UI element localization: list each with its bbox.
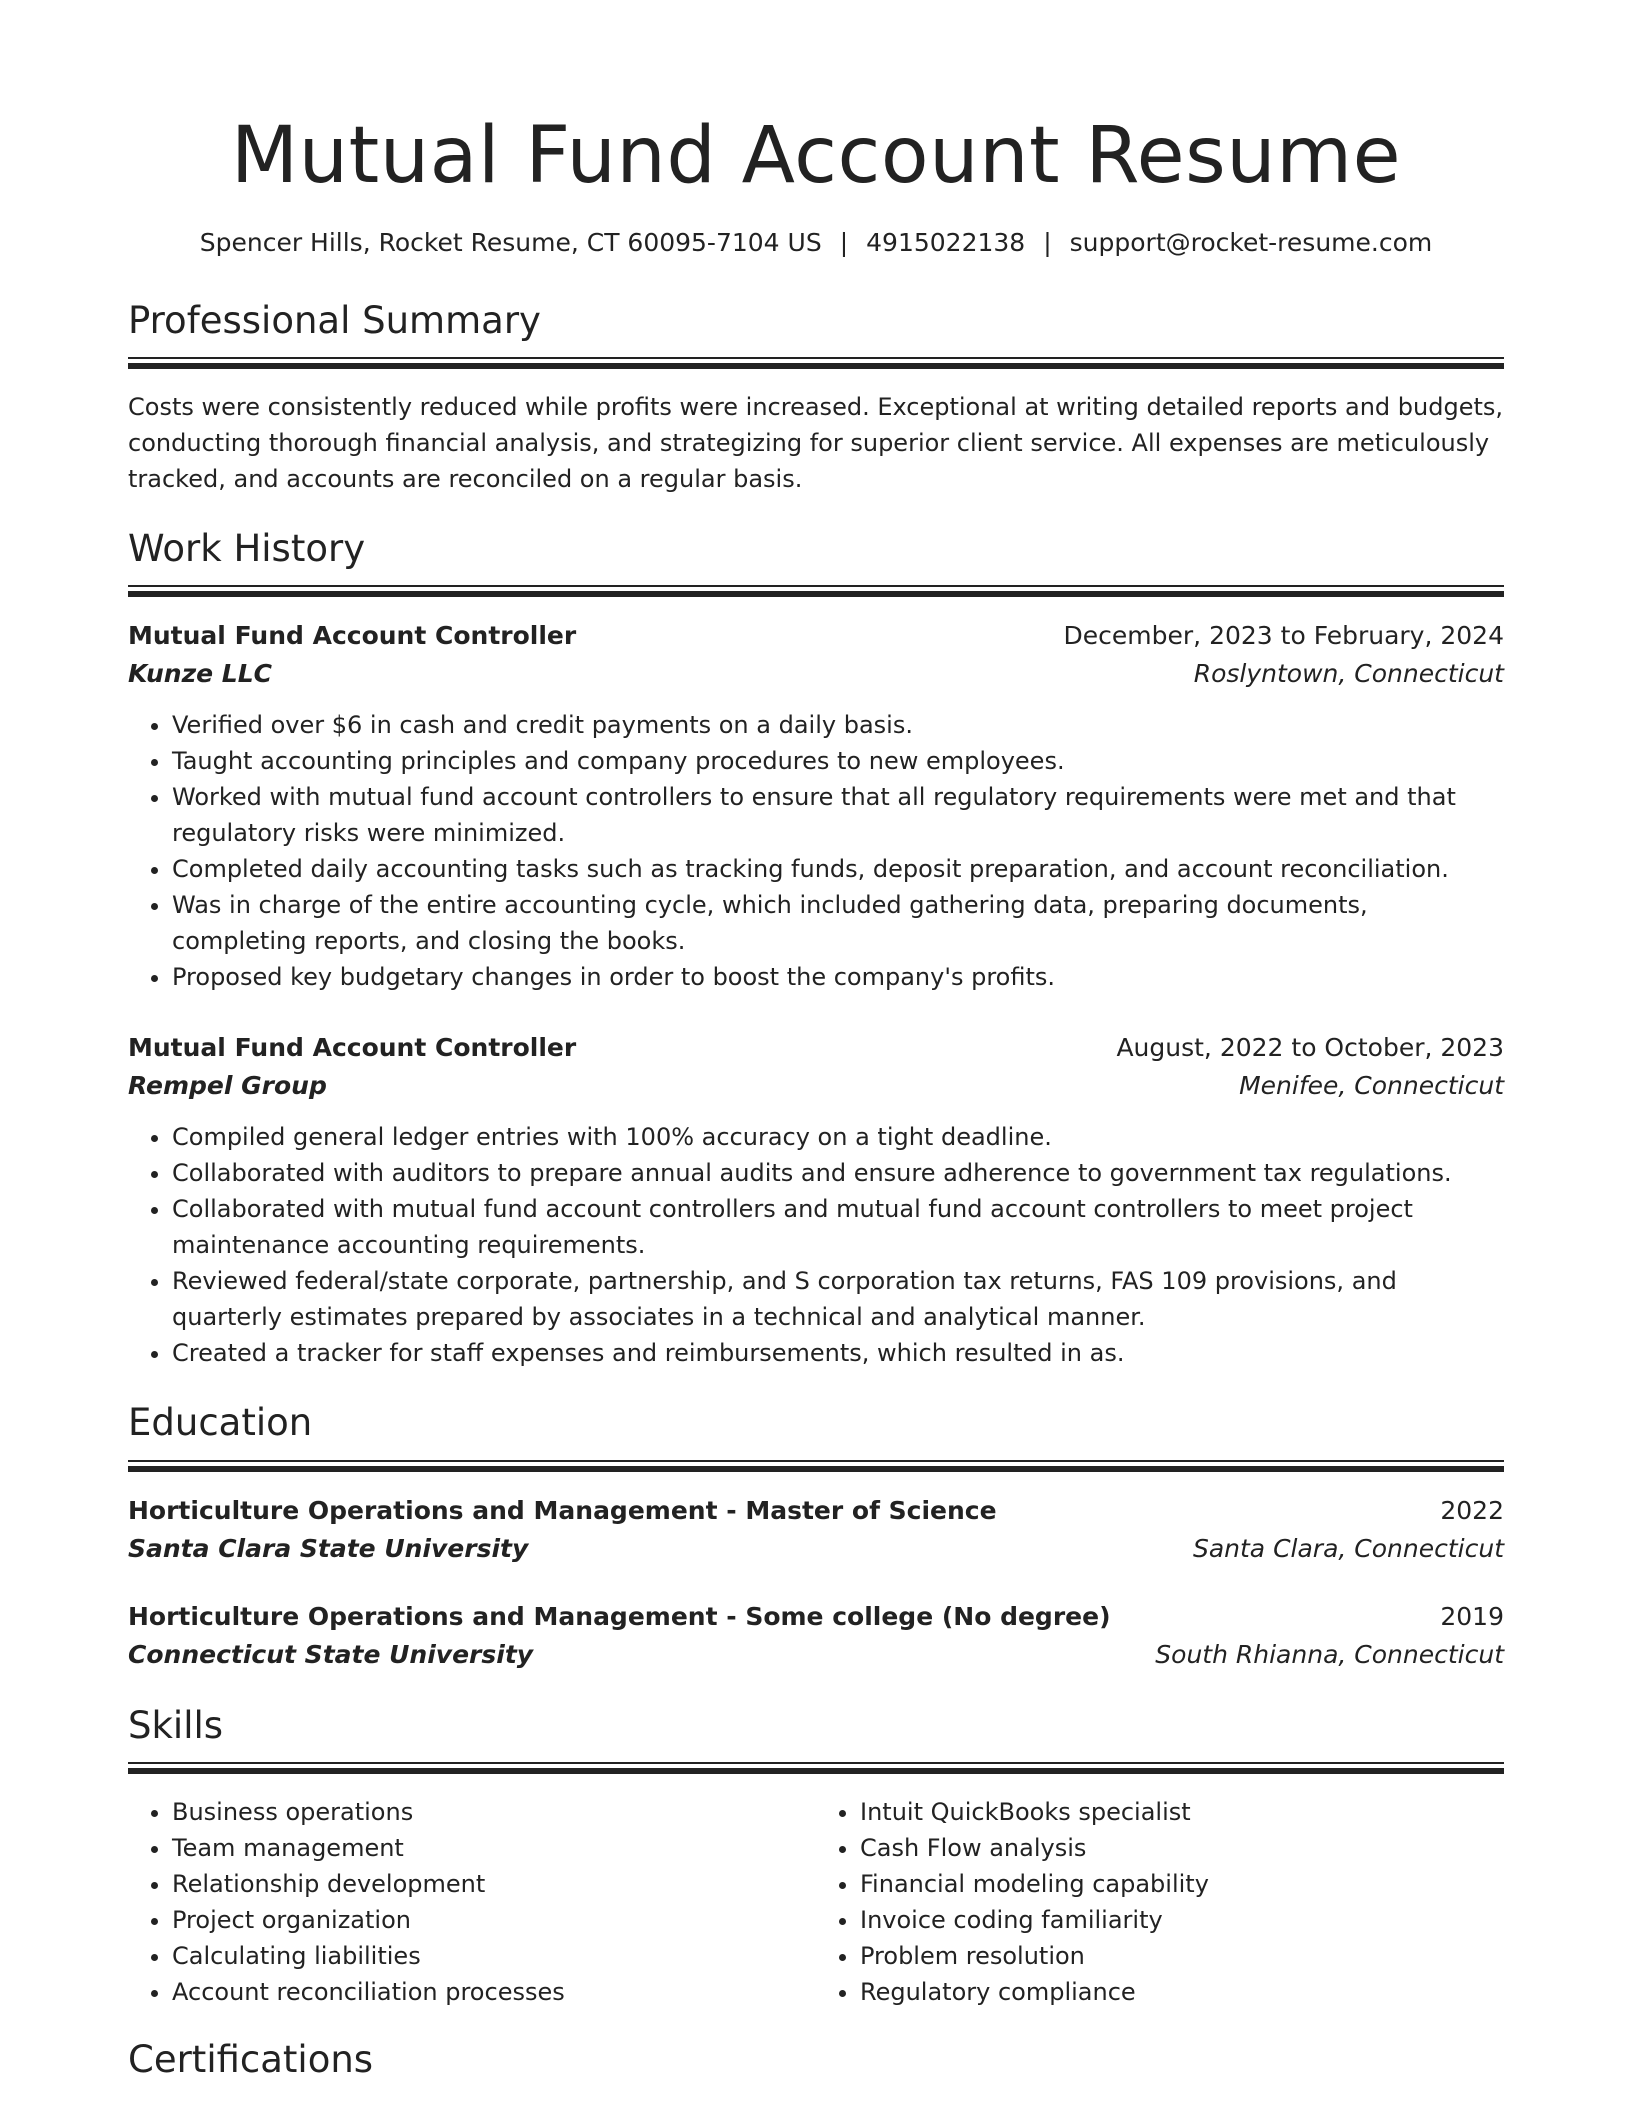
degree-title: Horticulture Operations and Management - Some college (No degree) [128, 1601, 1111, 1631]
job-company: Kunze LLC [128, 659, 273, 689]
summary-text: Costs were consistently reduced while profits were increased. Exceptional at writing detailed reports and budgets, conducting thorough financial analysis, and strategizing for superior client service. All expenses are meticulously tracked, and accounts are reconciled on a regular basis. [128, 392, 1504, 493]
job-bullet: • Proposed key budgetary changes in order to boost the company's profits. [172, 959, 1504, 995]
job-bullet: • Created a tracker for staff expenses and reimbursements, which resulted in as. [172, 1335, 1504, 1371]
job-location: Roslyntown, Connecticut [1193, 659, 1504, 689]
degree-year: 2019 [1440, 1601, 1504, 1631]
certifications-section [128, 2038, 1504, 2082]
job-bullet: • Reviewed federal/state corporate, partnership, and S corporation tax returns, FAS 109 provisions, and quarterly estimates prepared by associates in a technical and analytical manner. [172, 1263, 1504, 1335]
skills-heading: Skills [128, 1703, 224, 1747]
job-entry [128, 617, 1504, 995]
school-name: Connecticut State University [128, 1639, 534, 1669]
section-divider [128, 357, 1504, 369]
school-location: South Rhianna, Connecticut [1155, 1639, 1504, 1669]
job-bullets [128, 1119, 1504, 1371]
skill-item: • Financial modeling capability [860, 1866, 1504, 1902]
school-name: Santa Clara State University [128, 1533, 529, 1563]
education-entry [128, 1492, 1504, 1568]
resume-title: Mutual Fund Account Resume [230, 111, 1402, 201]
job-bullets [128, 707, 1504, 995]
job-bullet: • Taught accounting principles and company procedures to new employees. [172, 743, 1504, 779]
contact-line [128, 228, 1504, 257]
summary-section [128, 299, 1504, 497]
education-heading: Education [128, 1401, 313, 1445]
skills-columns [128, 1794, 1504, 2010]
skill-item: • Relationship development [172, 1866, 816, 1902]
education-entry [128, 1598, 1504, 1674]
contact-email[interactable]: support@rocket-resume.com [1069, 227, 1433, 257]
section-divider [128, 1762, 1504, 1774]
skill-item: • Project organization [172, 1902, 816, 1938]
skills-list-right [816, 1794, 1504, 2010]
degree-title: Horticulture Operations and Management - Master of Science [128, 1495, 997, 1525]
job-dates: August, 2022 to October, 2023 [1116, 1033, 1504, 1063]
job-bullet: • Worked with mutual fund account controllers to ensure that all regulatory requirements were met and that regulatory risks were minimized. [172, 779, 1504, 851]
job-bullet: • Collaborated with auditors to prepare annual audits and ensure adherence to government tax regulations. [172, 1155, 1504, 1191]
job-title: Mutual Fund Account Controller [128, 1033, 577, 1063]
job-bullet: • Was in charge of the entire accounting cycle, which included gathering data, preparing documents, completing reports, and closing the books. [172, 887, 1504, 959]
skill-item: • Business operations [172, 1794, 816, 1830]
section-divider [128, 585, 1504, 597]
work-history-heading: Work History [128, 526, 366, 570]
skill-item: • Account reconciliation processes [172, 1974, 816, 2010]
contact-address: Spencer Hills, Rocket Resume, CT 60095-7104 US [199, 227, 822, 257]
job-company: Rempel Group [128, 1071, 327, 1101]
section-divider [128, 1460, 1504, 1472]
job-bullet: • Collaborated with mutual fund account controllers and mutual fund account controllers to meet project maintenance accounting requirements. [172, 1191, 1504, 1263]
job-dates: December, 2023 to February, 2024 [1063, 621, 1504, 651]
work-history-section [128, 527, 1504, 1371]
skill-item: • Team management [172, 1830, 816, 1866]
certifications-heading: Certifications [128, 2038, 374, 2082]
contact-phone: 4915022138 [866, 227, 1026, 257]
contact-separator: | [839, 227, 849, 257]
job-title: Mutual Fund Account Controller [128, 621, 577, 651]
job-bullet: • Verified over $6 in cash and credit payments on a daily basis. [172, 707, 1504, 743]
skills-list-left [128, 1794, 816, 2010]
skill-item: • Intuit QuickBooks specialist [860, 1794, 1504, 1830]
summary-heading: Professional Summary [128, 298, 541, 342]
job-bullet: • Completed daily accounting tasks such as tracking funds, deposit preparation, and account reconciliation. [172, 851, 1504, 887]
skills-section [128, 1704, 1504, 2010]
education-section [128, 1401, 1504, 1673]
job-entry [128, 1029, 1504, 1371]
skill-item: • Regulatory compliance [860, 1974, 1504, 2010]
job-bullet: • Compiled general ledger entries with 100% accuracy on a tight deadline. [172, 1119, 1504, 1155]
skill-item: • Problem resolution [860, 1938, 1504, 1974]
contact-separator: | [1043, 227, 1052, 257]
skill-item: • Invoice coding familiarity [860, 1902, 1504, 1938]
skill-item: • Calculating liabilities [172, 1938, 816, 1974]
school-location: Santa Clara, Connecticut [1192, 1533, 1504, 1563]
job-location: Menifee, Connecticut [1239, 1071, 1504, 1101]
degree-year: 2022 [1440, 1495, 1504, 1525]
skill-item: • Cash Flow analysis [860, 1830, 1504, 1866]
